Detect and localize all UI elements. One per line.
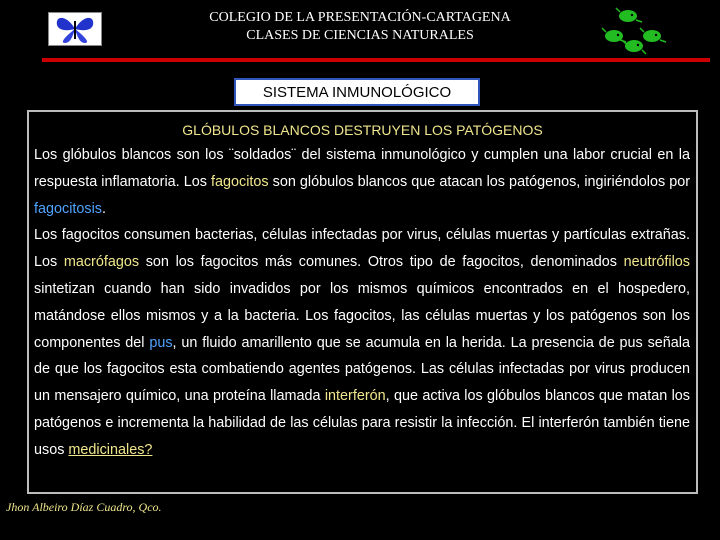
- term-neutrofilos: neutrófilos: [623, 254, 690, 271]
- term-fagocitos: fagocitos: [210, 173, 269, 190]
- p2-text-5: , que activa los glóbulos blancos que matan los patógenos e incrementa la habilidad de las células para resistir la infección. El interferón también tiene usos: [34, 388, 690, 458]
- term-macrofagos: macrófagos: [63, 254, 140, 271]
- term-fagocitosis: fagocitosis: [34, 200, 102, 217]
- page-title: SISTEMA INMUNOLÓGICO: [262, 83, 452, 101]
- term-interferon: interferón: [324, 388, 386, 405]
- body-text: [34, 142, 690, 464]
- p2-text-4: , un fluido amarillento que se acumula en la herida. La presencia de pus señala de que los fagocitos esta combatiendo agentes patógenos. Las células infectadas por virus producen un mensajero químico, una proteína llamada: [34, 334, 690, 405]
- bugs-icon: [598, 6, 680, 58]
- school-name: COLEGIO DE LA PRESENTACIÓN-CARTAGENA: [209, 10, 511, 25]
- author-credit: Jhon Albeiro Díaz Cuadro, Qco.: [6, 500, 162, 514]
- p1-text-3: .: [102, 200, 106, 217]
- p2-text-1: Los fagocitos consumen bacterias, células infectadas por virus, células muertas y partículas extrañas. Los: [34, 227, 690, 271]
- term-pus: pus: [149, 334, 173, 351]
- content-box: [27, 110, 698, 494]
- paragraph-2: [34, 222, 690, 463]
- p1-text-2: son glóbulos blancos que atacan los patógenos, ingiriéndolos por: [268, 173, 691, 190]
- paragraph-1: [34, 142, 690, 222]
- decoration: [598, 6, 680, 58]
- class-name: CLASES DE CIENCIAS NATURALES: [246, 28, 474, 43]
- medicinales-link[interactable]: medicinales?: [68, 441, 153, 458]
- p2-text-2: son los fagocitos más comunes. Otros tipo de fagocitos, denominados: [139, 254, 624, 271]
- header-rule: [42, 58, 710, 62]
- p1-text-1: Los glóbulos blancos son los ¨soldados¨ del sistema inmunológico y cumplen una labor crucial en la respuesta inflamatoria. Los: [34, 147, 690, 190]
- p2-text-3: sintetizan cuando han sido invadidos por los mismos químicos encontrados en el hospedero, matándose ellos mismos y a la bacteria. Los fagocitos, las células muertas y los patógenos son los componentes del: [34, 280, 690, 351]
- title-box: [234, 78, 480, 106]
- section-subtitle: GLÓBULOS BLANCOS DESTRUYEN LOS PATÓGENOS: [182, 122, 543, 138]
